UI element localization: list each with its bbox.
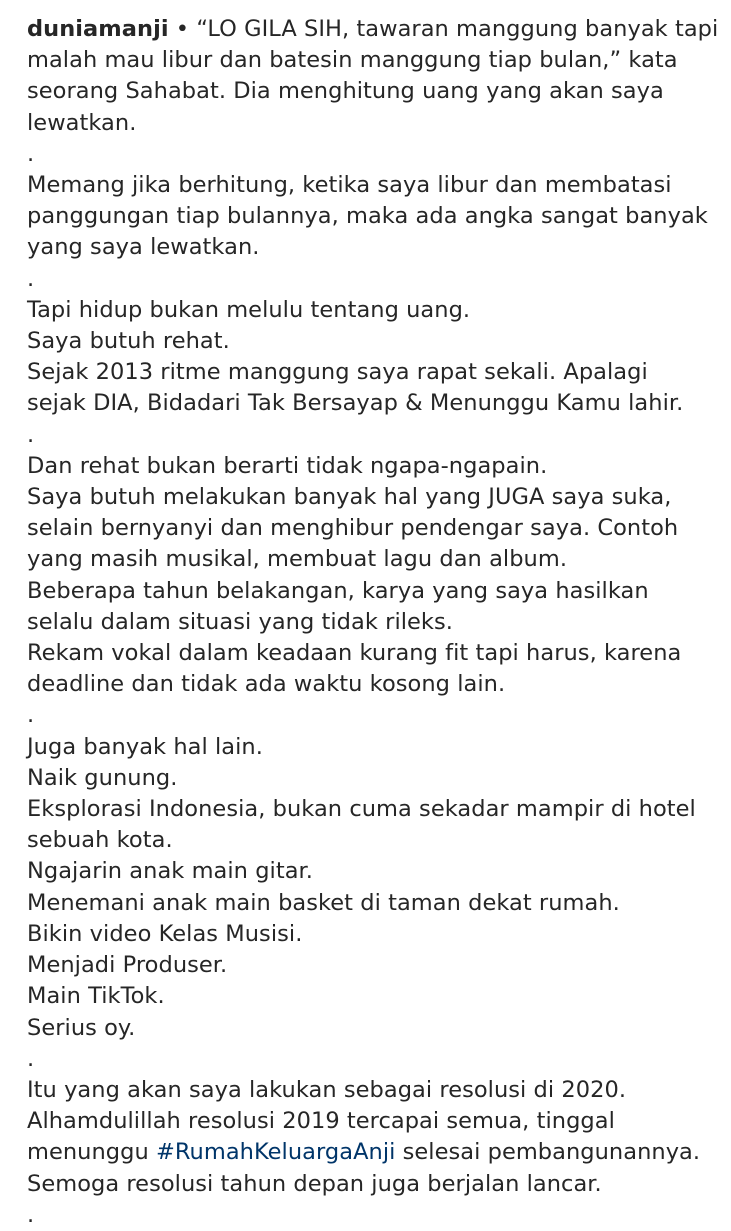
- caption-text: “LO GILA SIH, tawaran manggung banyak tapi: [196, 16, 719, 42]
- caption-line: panggungan tiap bulannya, maka ada angka sangat banyak: [27, 203, 708, 230]
- username-link[interactable]: duniamanji: [27, 16, 169, 42]
- caption-line: sebuah kota.: [27, 827, 173, 854]
- separator-dot: •: [168, 16, 197, 42]
- caption-dot-separator: .: [27, 140, 35, 167]
- caption-line: Itu yang akan saya lakukan sebagai resolusi di 2020.: [27, 1076, 627, 1103]
- caption-first-line: [27, 14, 719, 45]
- caption-line: lewatkan.: [27, 109, 137, 136]
- caption-line: Rekam vokal dalam keadaan kurang fit tapi harus, karena: [27, 640, 682, 667]
- caption-line: Semoga resolusi tahun depan juga berjalan lancar.: [27, 1170, 602, 1197]
- caption-line: Tapi hidup bukan melulu tentang uang.: [27, 296, 471, 323]
- caption-line: Dan rehat bukan berarti tidak ngapa-ngapain.: [27, 452, 548, 479]
- hashtag-link[interactable]: #RumahKeluargaAnji: [155, 1139, 396, 1166]
- caption-text: selesai pembangunannya.: [395, 1139, 701, 1166]
- caption-line: malah mau libur dan batesin manggung tiap bulan,” kata: [27, 47, 678, 74]
- caption-line: sejak DIA, Bidadari Tak Bersayap & Menunggu Kamu lahir.: [27, 390, 684, 417]
- caption-line: Beberapa tahun belakangan, karya yang saya hasilkan: [27, 577, 649, 604]
- caption-dot-separator: .: [27, 1045, 35, 1072]
- caption-hashtag-line: [27, 1137, 707, 1168]
- caption-dot-separator: .: [27, 1201, 35, 1228]
- caption-line: Saya butuh melakukan banyak hal yang JUGA saya suka,: [27, 484, 672, 511]
- caption-dot-separator: .: [27, 421, 35, 448]
- caption-line: Main TikTok.: [27, 983, 165, 1010]
- caption-line: yang saya lewatkan.: [27, 234, 260, 261]
- caption-line: Alhamdulillah resolusi 2019 tercapai semua, tinggal: [27, 1108, 615, 1135]
- caption-line: Menemani anak main basket di taman dekat rumah.: [27, 889, 620, 916]
- caption-line: Sejak 2013 ritme manggung saya rapat sekali. Apalagi: [27, 359, 648, 386]
- caption-line: deadline dan tidak ada waktu kosong lain.: [27, 671, 506, 698]
- caption-line: Menjadi Produser.: [27, 952, 228, 979]
- caption-line: Saya butuh rehat.: [27, 328, 230, 355]
- caption-line: yang masih musikal, membuat lagu dan album.: [27, 546, 568, 573]
- caption-line: Naik gunung.: [27, 764, 178, 791]
- caption-dot-separator: .: [27, 265, 35, 292]
- caption-dot-separator: .: [27, 702, 35, 729]
- caption-line: Memang jika berhitung, ketika saya libur dan membatasi: [27, 172, 672, 199]
- caption-line: Juga banyak hal lain.: [27, 733, 263, 760]
- caption-line: selalu dalam situasi yang tidak rileks.: [27, 608, 453, 635]
- caption-line: Eksplorasi Indonesia, bukan cuma sekadar mampir di hotel: [27, 796, 696, 823]
- caption-body: [27, 45, 707, 1137]
- caption-line: Bikin video Kelas Musisi.: [27, 920, 303, 947]
- caption-text: menunggu: [27, 1139, 156, 1166]
- caption-line: seorang Sahabat. Dia menghitung uang yang akan saya: [27, 78, 664, 105]
- caption-line: Ngajarin anak main gitar.: [27, 858, 313, 885]
- caption-line: selain bernyanyi dan menghibur pendengar saya. Contoh: [27, 515, 679, 542]
- caption-line: Serius oy.: [27, 1014, 136, 1041]
